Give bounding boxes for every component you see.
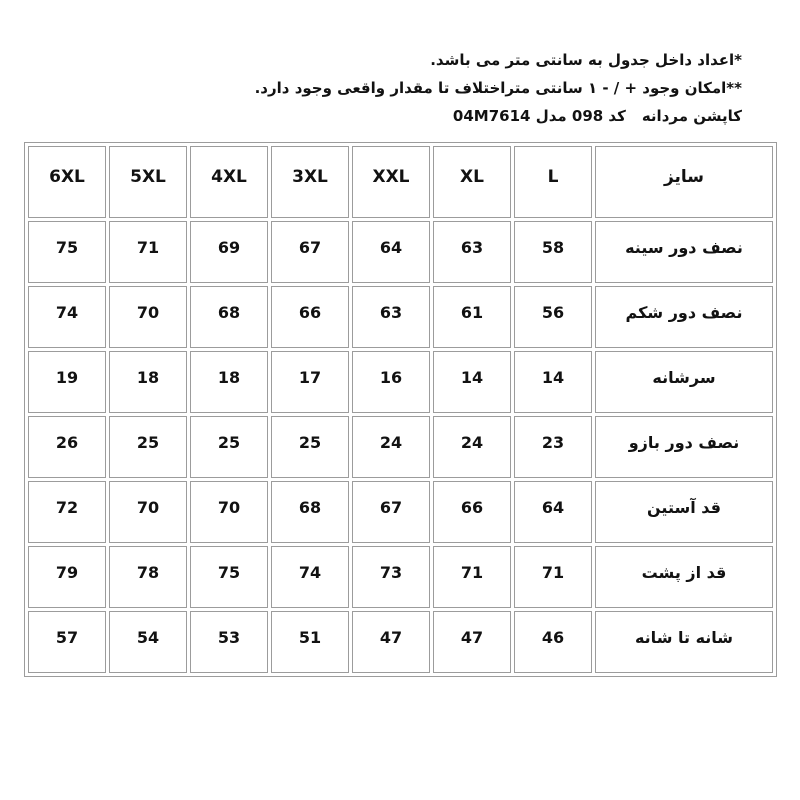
value-cell: 70 xyxy=(190,481,268,543)
value-cell: 57 xyxy=(28,611,106,673)
value-cell: 69 xyxy=(190,221,268,283)
header-row xyxy=(28,146,773,218)
value-cell: 66 xyxy=(271,286,349,348)
value-cell: 25 xyxy=(190,416,268,478)
tolerance-note: **امکان وجود + / - ۱ سانتی متراختلاف تا مقدار واقعی وجود دارد. xyxy=(254,79,742,97)
row-label-shoulder-to-shoulder: شانه تا شانه xyxy=(595,611,773,673)
header-5xl: 5XL xyxy=(109,146,187,218)
value-cell: 64 xyxy=(352,221,430,283)
row-label-sleeve-length: قد آستین xyxy=(595,481,773,543)
table-row-sleeve xyxy=(28,481,773,543)
value-cell: 70 xyxy=(109,481,187,543)
header-xxl: XXL xyxy=(352,146,430,218)
table-row-arm xyxy=(28,416,773,478)
table-row-chest xyxy=(28,221,773,283)
value-cell: 18 xyxy=(109,351,187,413)
value-cell: 46 xyxy=(514,611,592,673)
value-cell: 25 xyxy=(271,416,349,478)
value-cell: 64 xyxy=(514,481,592,543)
unit-note: *اعداد داخل جدول به سانتی متر می باشد. xyxy=(430,51,742,69)
value-cell: 75 xyxy=(190,546,268,608)
value-cell: 79 xyxy=(28,546,106,608)
notes-block xyxy=(0,0,800,142)
table-row-shoulder-to-shoulder xyxy=(28,611,773,673)
value-cell: 47 xyxy=(352,611,430,673)
value-cell: 71 xyxy=(109,221,187,283)
value-cell: 74 xyxy=(271,546,349,608)
row-label-half-arm: نصف دور بازو xyxy=(595,416,773,478)
value-cell: 74 xyxy=(28,286,106,348)
value-cell: 73 xyxy=(352,546,430,608)
value-cell: 66 xyxy=(433,481,511,543)
value-cell: 51 xyxy=(271,611,349,673)
value-cell: 75 xyxy=(28,221,106,283)
size-chart-table xyxy=(24,142,777,677)
table-row-shoulder xyxy=(28,351,773,413)
header-3xl: 3XL xyxy=(271,146,349,218)
value-cell: 72 xyxy=(28,481,106,543)
row-label-half-belly: نصف دور شکم xyxy=(595,286,773,348)
value-cell: 71 xyxy=(433,546,511,608)
value-cell: 23 xyxy=(514,416,592,478)
value-cell: 68 xyxy=(271,481,349,543)
value-cell: 63 xyxy=(352,286,430,348)
header-6xl: 6XL xyxy=(28,146,106,218)
value-cell: 54 xyxy=(109,611,187,673)
value-cell: 58 xyxy=(514,221,592,283)
value-cell: 67 xyxy=(352,481,430,543)
value-cell: 14 xyxy=(433,351,511,413)
row-label-shoulder: سرشانه xyxy=(595,351,773,413)
table-row-belly xyxy=(28,286,773,348)
product-code-model: کد 098 مدل 04M7614 xyxy=(452,107,626,125)
value-cell: 26 xyxy=(28,416,106,478)
header-xl: XL xyxy=(433,146,511,218)
value-cell: 24 xyxy=(352,416,430,478)
row-label-back-length: قد از پشت xyxy=(595,546,773,608)
header-l: L xyxy=(514,146,592,218)
value-cell: 53 xyxy=(190,611,268,673)
value-cell: 18 xyxy=(190,351,268,413)
value-cell: 67 xyxy=(271,221,349,283)
value-cell: 47 xyxy=(433,611,511,673)
value-cell: 70 xyxy=(109,286,187,348)
value-cell: 71 xyxy=(514,546,592,608)
row-label-half-chest: نصف دور سینه xyxy=(595,221,773,283)
table-row-back-length xyxy=(28,546,773,608)
value-cell: 14 xyxy=(514,351,592,413)
value-cell: 63 xyxy=(433,221,511,283)
value-cell: 56 xyxy=(514,286,592,348)
value-cell: 61 xyxy=(433,286,511,348)
product-name: کاپشن مردانه xyxy=(641,107,742,125)
product-line xyxy=(30,102,742,130)
value-cell: 24 xyxy=(433,416,511,478)
value-cell: 19 xyxy=(28,351,106,413)
value-cell: 25 xyxy=(109,416,187,478)
value-cell: 68 xyxy=(190,286,268,348)
header-4xl: 4XL xyxy=(190,146,268,218)
value-cell: 16 xyxy=(352,351,430,413)
value-cell: 17 xyxy=(271,351,349,413)
value-cell: 78 xyxy=(109,546,187,608)
header-size-label: سایز xyxy=(595,146,773,218)
